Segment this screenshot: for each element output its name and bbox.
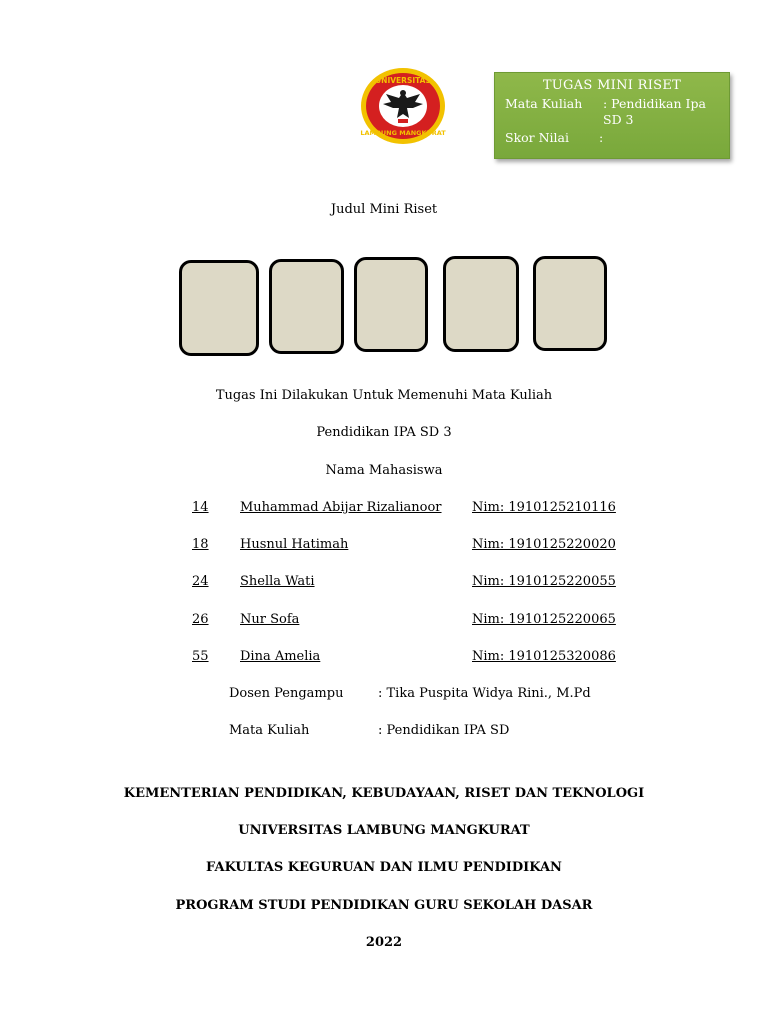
lecturer-value: : Tika Puspita Widya Rini., M.Pd [378, 686, 591, 701]
student-no: 24 [192, 574, 209, 589]
student-name: Shella Wati [240, 574, 315, 589]
university-name: UNIVERSITAS LAMBUNG MANGKURAT [238, 823, 530, 838]
photo-placeholder [179, 260, 259, 356]
university-logo [359, 66, 447, 146]
year: 2022 [365, 935, 403, 950]
student-name: Husnul Hatimah [240, 537, 349, 552]
student-name: Muhammad Abijar Rizalianoor [240, 500, 442, 515]
course-name: Pendidikan IPA SD 3 [316, 425, 452, 440]
program-name: PROGRAM STUDI PENDIDIKAN GURU SEKOLAH DASAR [175, 898, 593, 913]
info-course-value-cont: SD 3 [603, 112, 634, 127]
student-nim: Nim: 1910125220020 [472, 537, 616, 552]
student-no: 14 [192, 500, 209, 515]
faculty-name: FAKULTAS KEGURUAN DAN ILMU PENDIDIKAN [206, 860, 562, 875]
info-score-label: Skor Nilai [505, 130, 569, 145]
assignment-info-box [494, 72, 730, 159]
student-no: 18 [192, 537, 209, 552]
student-nim: Nim: 1910125320086 [472, 649, 616, 664]
course-label: Mata Kuliah [229, 723, 310, 738]
ministry-name: KEMENTERIAN PENDIDIKAN, KEBUDAYAAN, RISET DAN TEKNOLOGI [123, 786, 645, 801]
students-heading: Nama Mahasiswa [325, 463, 443, 478]
logo-text-bottom: LAMBUNG MANGKURAT [360, 129, 446, 137]
logo-text-top: UNIVERSITAS [375, 76, 431, 85]
student-no: 55 [192, 649, 209, 664]
photo-placeholder [354, 257, 428, 352]
student-nim: Nim: 1910125220055 [472, 574, 616, 589]
photo-placeholder [533, 256, 607, 351]
student-no: 26 [192, 612, 209, 627]
photo-placeholder [443, 256, 519, 352]
student-nim: Nim: 1910125220065 [472, 612, 616, 627]
student-nim: Nim: 1910125210116 [472, 500, 616, 515]
info-box-title: TUGAS MINI RISET [542, 78, 682, 93]
purpose-text: Tugas Ini Dilakukan Untuk Memenuhi Mata Kuliah [215, 388, 553, 403]
info-course-value: : Pendidikan Ipa [603, 96, 706, 111]
info-score-value: : [599, 130, 604, 145]
student-name: Nur Sofa [240, 612, 300, 627]
document-title: Judul Mini Riset [330, 202, 438, 217]
lecturer-label: Dosen Pengampu [229, 686, 344, 701]
photo-placeholder [269, 259, 344, 354]
course-value: : Pendidikan IPA SD [378, 723, 510, 738]
info-course-label: Mata Kuliah [505, 96, 583, 111]
student-name: Dina Amelia [240, 649, 321, 664]
